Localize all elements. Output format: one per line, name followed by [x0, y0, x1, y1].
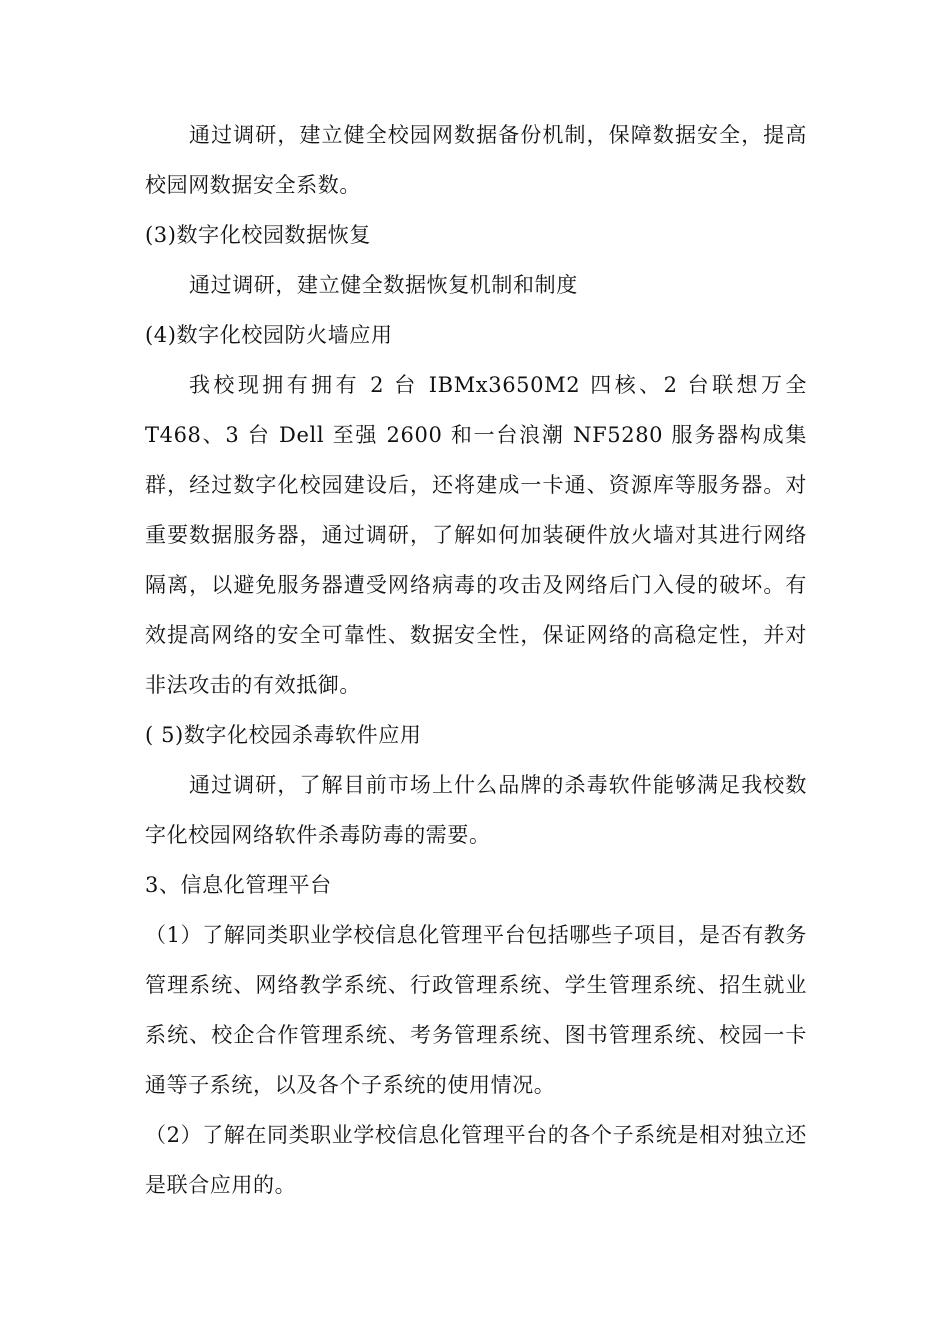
list-item-subsystems: （2）了解在同类职业学校信息化管理平台的各个子系统是相对独立还是联合应用的。 [145, 1123, 807, 1197]
document-body [145, 110, 807, 1210]
heading-data-recovery: (3)数字化校园数据恢复 [145, 223, 371, 247]
paragraph-backup-mechanism: 通过调研，建立健全校园网数据备份机制，保障数据安全，提高校园网数据安全系数。 [145, 123, 807, 197]
paragraph-data-recovery: 通过调研，建立健全数据恢复机制和制度 [189, 273, 578, 297]
heading-antivirus: ( 5)数字化校园杀毒软件应用 [145, 723, 422, 747]
heading-firewall: (4)数字化校园防火墙应用 [145, 323, 393, 347]
heading-info-platform: 3、信息化管理平台 [145, 873, 332, 897]
paragraph-antivirus: 通过调研，了解目前市场上什么品牌的杀毒软件能够满足我校数字化校园网络软件杀毒防毒的需要。 [145, 773, 807, 847]
list-item-subprojects: （1）了解同类职业学校信息化管理平台包括哪些子项目，是否有教务管理系统、网络教学系统、行政管理系统、学生管理系统、招生就业系统、校企合作管理系统、考务管理系统、图书管理系统、校园一卡通等子系统，以及各个子系统的使用情况。 [145, 923, 807, 1097]
paragraph-firewall: 我校现拥有拥有 2 台 IBMx3650M2 四核、2 台联想万全 T468、3 台 Dell 至强 2600 和一台浪潮 NF5280 服务器构成集群，经过数字化校园建设后，还将建成一卡通、资源库等服务器。对重要数据服务器，通过调研，了解如何加装硬件放火墙对其进行网络隔离，以避免服务器遭受网络病毒的攻击及网络后门入侵的破坏。有效提高网络的安全可靠性、数据安全性，保证网络的高稳定性，并对非法攻击的有效抵御。 [145, 373, 807, 697]
